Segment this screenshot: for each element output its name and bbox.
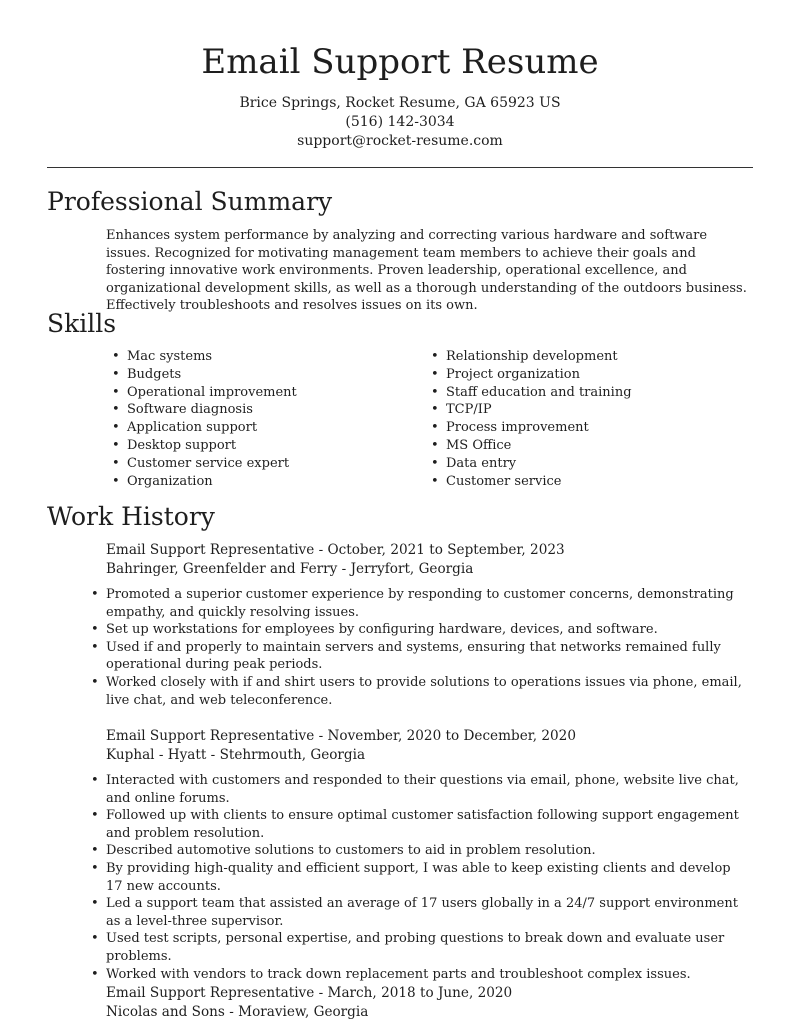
job-dates: March, 2018 to June, 2020 — [327, 985, 513, 1001]
skills-list-left — [106, 348, 406, 490]
job-duty: • Promoted a superior customer experience by responding to customer concerns, demonstrating empathy, and quickly resolving issues. — [85, 586, 750, 621]
job-duty: • Led a support team that assisted an average of 17 users globally in a 24/7 support environment as a level-three supervisor. — [85, 895, 750, 930]
job-company-line: Bahringer, Greenfelder and Ferry - Jerryfort, Georgia — [106, 561, 474, 577]
job-location: Jerryfort, Georgia — [350, 561, 474, 577]
skill-item: • Operational improvement — [106, 384, 406, 402]
skill-item: • Relationship development — [425, 348, 725, 366]
skill-item: • Budgets — [106, 366, 406, 384]
skill-item: • Customer service expert — [106, 455, 406, 473]
job-duties-list — [85, 772, 750, 983]
job-title: Email Support Representative — [106, 985, 315, 1001]
job-location: Stehrmouth, Georgia — [219, 747, 366, 763]
job-entry — [106, 541, 750, 709]
job-dates: November, 2020 to December, 2020 — [327, 728, 576, 744]
job-dates: October, 2021 to September, 2023 — [327, 542, 565, 558]
job-title-line: Email Support Representative - November, 2020 to December, 2020 — [106, 728, 576, 744]
summary-heading: Professional Summary — [47, 187, 333, 216]
header-divider — [47, 167, 753, 168]
job-title: Email Support Representative — [106, 542, 315, 558]
job-duty: • Followed up with clients to ensure optimal customer satisfaction following support engagement and problem resolution. — [85, 807, 750, 842]
skill-item: • Organization — [106, 473, 406, 491]
skill-item: • Software diagnosis — [106, 401, 406, 419]
resume-title: Email Support Resume — [201, 42, 599, 82]
skill-item: • MS Office — [425, 437, 725, 455]
skill-item: • Data entry — [425, 455, 725, 473]
skill-item: • TCP/IP — [425, 401, 725, 419]
job-duty: • Interacted with customers and responded to their questions via email, phone, website live chat, and online forums. — [85, 772, 750, 807]
skill-item: • Process improvement — [425, 419, 725, 437]
job-duty: • Set up workstations for employees by configuring hardware, devices, and software. — [85, 621, 750, 639]
job-entry — [106, 984, 750, 1022]
contact-block — [0, 94, 800, 151]
job-title: Email Support Representative — [106, 728, 315, 744]
skills-heading: Skills — [47, 309, 117, 338]
email: support@rocket-resume.com — [297, 133, 503, 149]
job-company-line: Kuphal - Hyatt - Stehrmouth, Georgia — [106, 747, 366, 763]
job-title-line: Email Support Representative - October, 2021 to September, 2023 — [106, 542, 565, 558]
skill-item: • Staff education and training — [425, 384, 725, 402]
job-location: Moraview, Georgia — [238, 1004, 369, 1020]
skills-list-right — [425, 348, 725, 490]
job-title-line: Email Support Representative - March, 2018 to June, 2020 — [106, 985, 513, 1001]
skill-item: • Project organization — [425, 366, 725, 384]
job-company: Nicolas and Sons — [106, 1004, 225, 1020]
job-duty: • Described automotive solutions to customers to aid in problem resolution. — [85, 842, 750, 860]
phone: (516) 142-3034 — [345, 114, 455, 130]
skill-item: • Mac systems — [106, 348, 406, 366]
job-duty: • Worked with vendors to track down replacement parts and troubleshoot complex issues. — [85, 966, 750, 984]
job-company-line: Nicolas and Sons - Moraview, Georgia — [106, 1004, 369, 1020]
job-duty: • Used test scripts, personal expertise, and probing questions to break down and evaluate user problems. — [85, 930, 750, 965]
skill-item: • Desktop support — [106, 437, 406, 455]
skill-item: • Application support — [106, 419, 406, 437]
work-history-heading: Work History — [47, 502, 215, 531]
job-duty: • Worked closely with if and shirt users to provide solutions to operations issues via phone, email, live chat, and web teleconference. — [85, 674, 750, 709]
job-duty: • Used if and properly to maintain servers and systems, ensuring that networks remained fully operational during peak periods. — [85, 639, 750, 674]
job-company: Kuphal - Hyatt — [106, 747, 207, 763]
job-duty: • By providing high-quality and efficient support, I was able to keep existing clients and develop 17 new accounts. — [85, 860, 750, 895]
job-entry — [106, 727, 750, 983]
job-company: Bahringer, Greenfelder and Ferry — [106, 561, 338, 577]
summary-text: Enhances system performance by analyzing and correcting various hardware and software issues. Recognized for motivating management team members to achieve their goals and fostering innovative work environments. Proven leadership, operational excellence, and organizational development skills, as well as a thorough understanding of the outdoors business. Effectively troubleshoots and resolves issues on its own. — [106, 228, 747, 314]
address: Brice Springs, Rocket Resume, GA 65923 US — [239, 95, 561, 111]
skill-item: • Customer service — [425, 473, 725, 491]
job-duties-list — [85, 586, 750, 709]
